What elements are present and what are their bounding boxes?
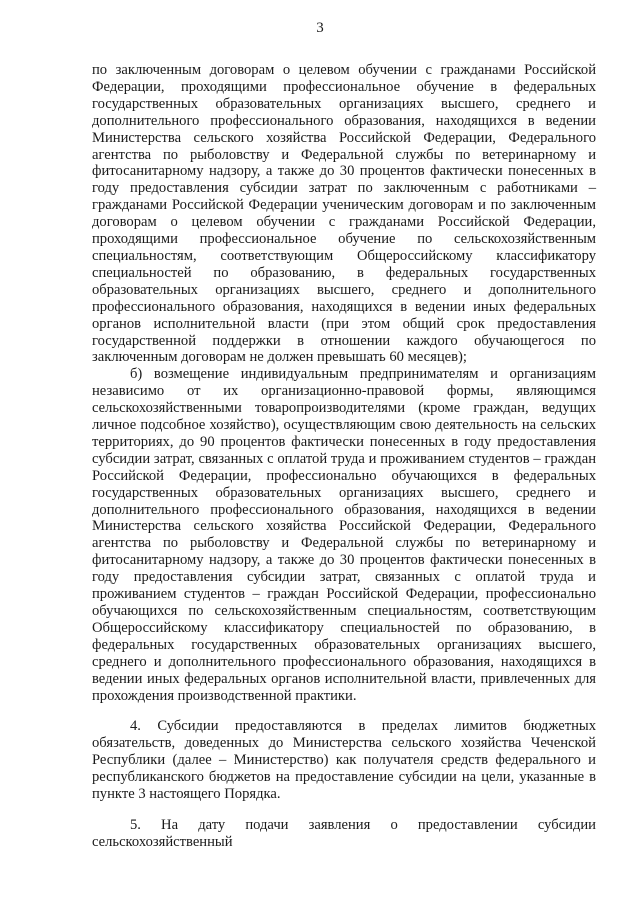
paragraph-continuation: по заключенным договорам о целевом обучении с гражданами Российской Федерации, проходящими профессиональное обучение в федеральных государственных образовательных организациях высшего, среднего и дополнительного профессионального образования, находящихся в ведении Министерства сельского хозяйства Российской Федерации, Федерального агентства по рыболовству и Федеральной службы по ветеринарному и фитосанитарному надзору, а также до 30 процентов фактически понесенных в году предоставления субсидии затрат по заключенным с работниками – гражданами Российской Федерации ученическим договорам и по заключенным договорам о целевом обучении с гражданами Российской Федерации, проходящими профессиональное обучение по сельскохозяйственным специальностям, соответствующим Общероссийскому классификатору специальностей по образованию, в федеральных государственных образовательных организациях высшего, среднего и дополнительного профессионального образования, находящихся в ведении иных федеральных органов исполнительной власти (при этом общий срок предоставления государственной поддержки в отношении каждого обучающегося по заключенным договорам не должен превышать 60 месяцев);	[92, 62, 596, 366]
document-body	[92, 62, 596, 851]
page-number: 3	[316, 20, 324, 36]
paragraph-item-4: 4. Субсидии предоставляются в пределах лимитов бюджетных обязательств, доведенных до Министерства сельского хозяйства Чеченской Республики (далее – Министерство) как получателя средств федерального и республиканского бюджетов на предоставление субсидии на цели, указанные в пункте 3 настоящего Порядка.	[92, 718, 596, 803]
paragraph-item-5: 5. На дату подачи заявления о предоставлении субсидии сельскохозяйственный	[92, 816, 596, 850]
paragraph-subitem-b: б) возмещение индивидуальным предпринимателям и организациям независимо от их организационно-правовой формы, являющимся сельскохозяйственными товаропроизводителями (кроме граждан, ведущих личное подсобное хозяйство), осуществляющим свою деятельность на сельских территориях, до 90 процентов фактически понесенных в году предоставления субсидии затрат, связанных с оплатой труда и проживанием студентов – граждан Российской Федерации, профессионально обучающихся в федеральных государственных образовательных организациях высшего, среднего и дополнительного профессионального образования, находящихся в ведении Министерства сельского хозяйства Российской Федерации, Федерального агентства по рыболовству и Федеральной службы по ветеринарному и фитосанитарному надзору, а также до 30 процентов фактически понесенных в году предоставления субсидии затрат, связанных с оплатой труда и проживанием студентов – граждан Российской Федерации, профессионально обучающихся по сельскохозяйственным специальностям, соответствующим Общероссийскому классификатору специальностей по образованию, в федеральных государственных образовательных организациях высшего, среднего и дополнительного профессионального образования, находящихся в ведении иных федеральных органов исполнительной власти, привлеченных для прохождения производственной практики.	[92, 366, 596, 704]
